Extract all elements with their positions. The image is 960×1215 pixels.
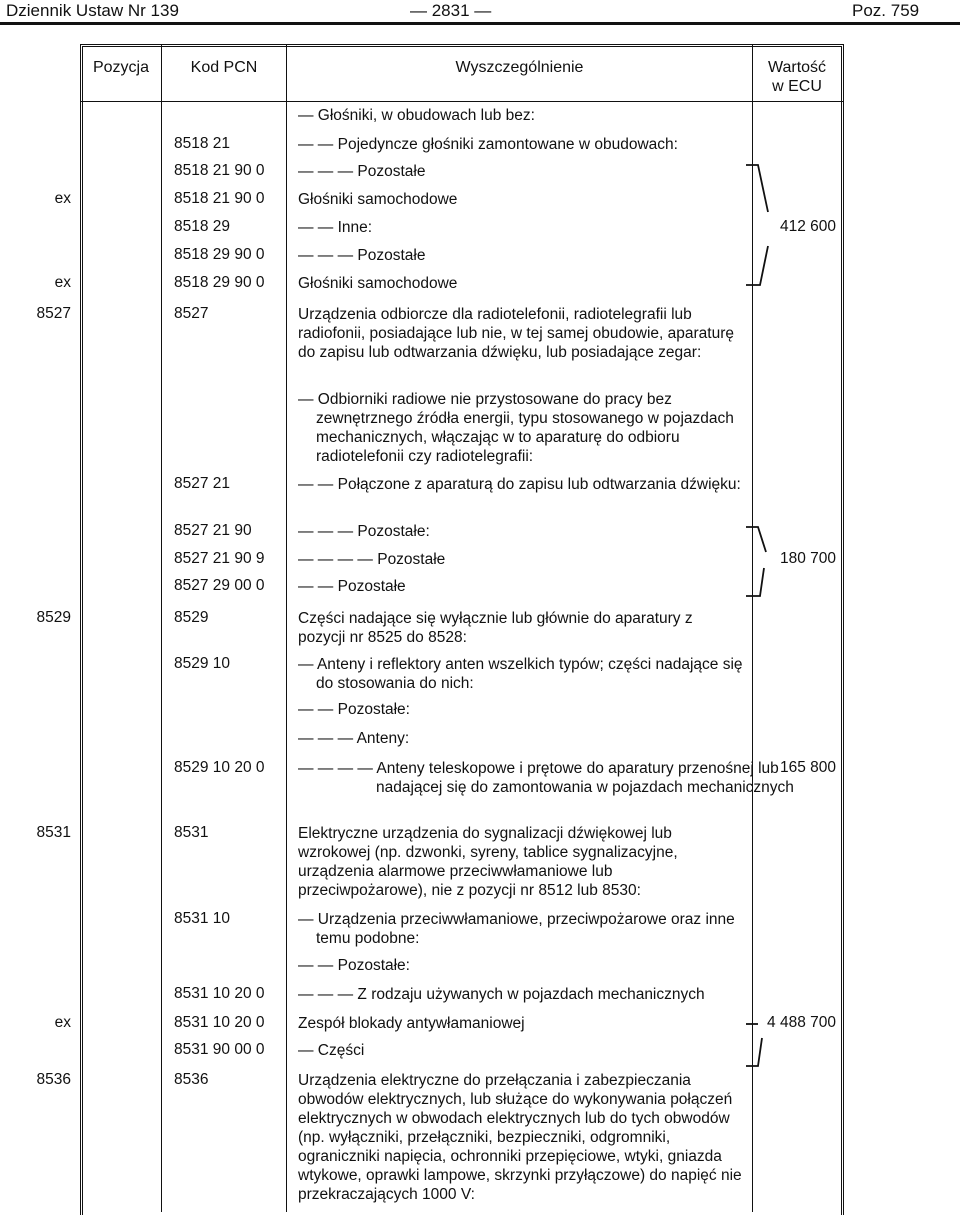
row-desc: — — Pozostałe:: [298, 957, 410, 974]
row-desc: — Głośniki, w obudowach lub bez:: [298, 107, 535, 124]
row-kod: 8536: [174, 1071, 209, 1088]
row-desc: — — — — Anteny teleskopowe i prętowe do aparatury przenośnej lub nadającej się do zamontowania w pojazdach mechanicznych: [298, 760, 794, 796]
row-desc: Urządzenia elektryczne do przełączania i zabezpieczania obwodów elektrycznych, lub służące do wykonywania połączeń elektrycznych w obwodach elektrycznych lub do tych obwodów (np. wyłączniki, przełączniki, bezpieczniki, odgromniki, ograniczniki napięcia, ochronniki przepięciowe, wtyki, gniazda wtykowe, oprawki lampowe, skrzynki przyłączowe) do napięć nie przekraczających 1000 V:: [298, 1072, 742, 1203]
header-rule: [0, 22, 960, 25]
row-kod: 8527 21 90: [174, 522, 252, 539]
row-desc: Elektryczne urządzenia do sygnalizacji dźwiękowej lub wzrokowej (np. dzwonki, syreny, tablice sygnalizacyjne, urządzenia alarmowe przeciwwłamaniowe lub przeciwpożarowe), nie z pozycji nr 8512 lub 8530:: [298, 825, 678, 899]
page-number: — 2831 —: [410, 1, 492, 20]
row-kod: 8518 21 90 0: [174, 162, 265, 179]
row-desc: — Odbiorniki radiowe nie przystosowane do pracy bez zewnętrznego źródła energii, typu stosowanego w pojazdach mechanicznych, włączając w to aparaturę do odbioru radiotelefonii czy radiotelegrafii:: [298, 391, 734, 465]
row-desc: — — — — Pozostałe: [298, 551, 446, 568]
row-kod: 8518 29: [174, 218, 231, 235]
row-desc: Zespół blokady antywłamaniowej: [298, 1015, 525, 1032]
value-ecu: 4 488 700: [767, 1014, 836, 1031]
row-desc: — — Połączone z aparaturą do zapisu lub odtwarzania dźwięku:: [298, 476, 741, 493]
group-bracket: [744, 522, 780, 602]
row-desc: Urządzenia odbiorcze dla radiotelefonii, radiotelegrafii lub radiofonii, posiadające lub nie, w tej samej obudowie, aparaturę do zapisu lub odtwarzania dźwięku, lub posiadające zegar:: [298, 306, 734, 361]
row-pozycja: 8529: [36, 609, 71, 626]
row-pozycja: 8536: [36, 1071, 71, 1088]
row-kod: 8527: [174, 305, 209, 322]
row-desc: — — — Anteny:: [298, 730, 410, 747]
row-kod: 8527 29 00 0: [174, 577, 265, 594]
row-kod: 8531 10 20 0: [174, 985, 265, 1002]
row-desc: Głośniki samochodowe: [298, 191, 458, 208]
row-kod: 8529 10 20 0: [174, 759, 265, 776]
row-desc: Głośniki samochodowe: [298, 275, 458, 292]
row-pozycja: ex: [54, 1014, 71, 1031]
row-pozycja: ex: [54, 274, 71, 291]
position-number: Poz. 759: [852, 1, 920, 20]
row-desc: — — — Z rodzaju używanych w pojazdach mechanicznych: [298, 986, 705, 1003]
page-header: [0, 0, 960, 24]
row-kod: 8531: [174, 824, 209, 841]
header-row-separator: [80, 101, 843, 102]
row-kod: 8531 10 20 0: [174, 1014, 265, 1031]
value-ecu: 165 800: [779, 759, 836, 776]
col-header-wyszczegolnienie: Wyszczególnienie: [455, 59, 584, 76]
row-kod: 8518 29 90 0: [174, 274, 265, 291]
row-desc: Części nadające się wyłącznie lub głównie do aparatury z pozycji nr 8525 do 8528:: [298, 610, 693, 646]
row-desc: — — Pojedyncze głośniki zamontowane w obudowach:: [298, 136, 678, 153]
row-desc: — — Inne:: [298, 219, 373, 236]
row-desc: — — — Pozostałe:: [298, 523, 430, 540]
row-desc: — — — Pozostałe: [298, 163, 426, 180]
col-header-pozycja: Pozycja: [92, 59, 150, 76]
col-header-wartosc-line2: w ECU: [772, 78, 822, 95]
col-header-kod: Kod PCN: [190, 59, 258, 76]
group-bracket: [744, 1016, 774, 1072]
row-kod: 8531 10: [174, 910, 231, 927]
row-kod: 8529: [174, 609, 209, 626]
row-kod: 8529 10: [174, 655, 231, 672]
row-desc: — Urządzenia przeciwwłamaniowe, przeciwpożarowe oraz inne temu podobne:: [298, 911, 735, 947]
row-desc: — Anteny i reflektory anten wszelkich typów; części nadające się do stosowania do nich:: [298, 656, 743, 692]
row-kod: 8527 21: [174, 475, 231, 492]
column-divider: [161, 45, 162, 1212]
row-kod: 8518 21: [174, 135, 231, 152]
row-pozycja: 8531: [36, 824, 71, 841]
row-desc: — Części: [298, 1042, 365, 1059]
row-pozycja: ex: [54, 190, 71, 207]
row-pozycja: 8527: [36, 305, 71, 322]
column-divider: [286, 45, 287, 1212]
row-kod: 8518 29 90 0: [174, 246, 265, 263]
col-header-wartosc: [753, 58, 841, 96]
row-desc: — — Pozostałe: [298, 578, 406, 595]
journal-title: Dziennik Ustaw Nr 139: [6, 1, 179, 20]
row-kod: 8531 90 00 0: [174, 1041, 265, 1058]
row-desc: — — — Pozostałe: [298, 247, 426, 264]
value-ecu: 412 600: [779, 218, 836, 235]
row-kod: 8518 21 90 0: [174, 190, 265, 207]
row-desc: — — Pozostałe:: [298, 701, 410, 718]
col-header-wartosc-line1: Wartość: [767, 59, 827, 76]
row-kod: 8527 21 90 9: [174, 550, 265, 567]
group-bracket: [744, 160, 780, 290]
value-ecu: 180 700: [779, 550, 836, 567]
